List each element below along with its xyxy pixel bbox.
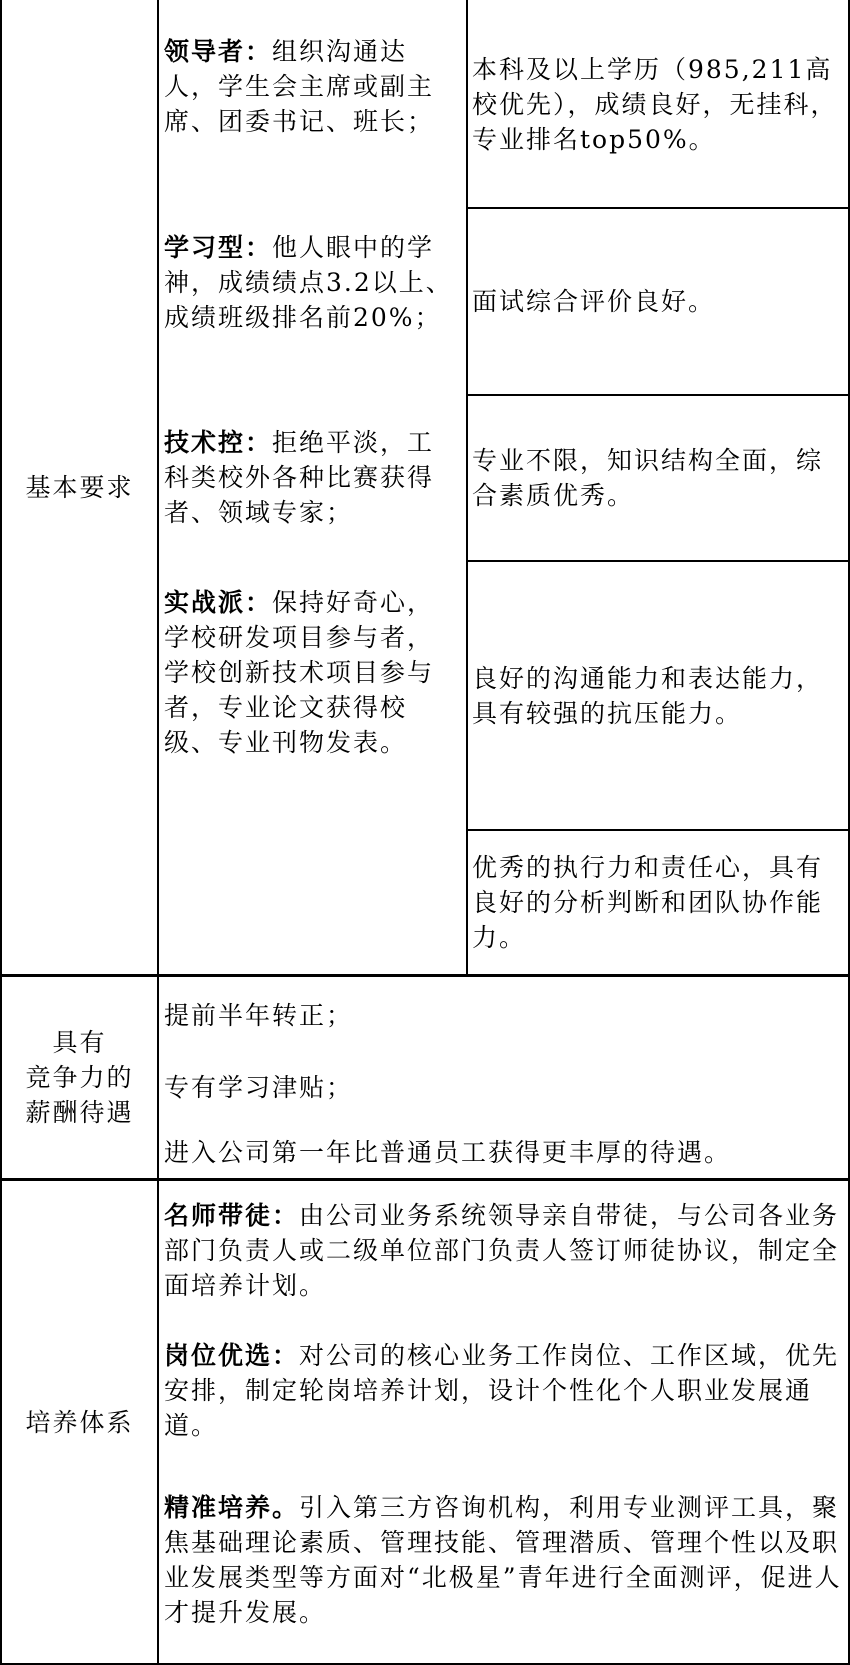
requirement-communication: 良好的沟通能力和表达能力，具有较强的抗压能力。 (472, 663, 824, 728)
training-label: 培养体系 (25, 1407, 134, 1437)
requirement-major: 专业不限，知识结构全面，综合素质优秀。 (472, 446, 824, 510)
salary-item-first-year: 进入公司第一年比普通员工获得更丰厚的待遇。 (164, 1138, 732, 1167)
salary-label: 具有 竞争力的 薪酬待遇 (25, 1028, 134, 1127)
requirement-execution: 优秀的执行力和责任心，具有良好的分析判断和团队协作能力。 (472, 853, 824, 952)
candidate-type-practical: 实战派：保持好奇心，学校研发项目参与者，学校创新技术项目参与者，专业论文获得校级、专业刊物发表。 (164, 588, 435, 757)
requirement-interview: 面试综合评价良好。 (472, 287, 716, 316)
candidate-type-leader: 领导者：组织沟通达人，学生会主席或副主席、团委书记、班长； (164, 37, 435, 136)
training-position-selection: 岗位优选：对公司的核心业务工作岗位、工作区域，优先安排，制定轮岗培养计划，设计个性化个人职业发展通道。 (164, 1341, 840, 1440)
training-precise-cultivation: 精准培养。引入第三方咨询机构，利用专业测评工具，聚焦基础理论素质、管理技能、管理潜质、管理个性以及职业发展类型等方面对“北极星”青年进行全面测评，促进人才提升发展。 (164, 1493, 842, 1627)
salary-item-early-regular: 提前半年转正； (164, 1001, 354, 1030)
candidate-type-learner: 学习型：他人眼中的学神，成绩绩点3.2以上、成绩班级排名前20%； (164, 233, 453, 332)
divider-col-1 (157, 0, 159, 1665)
training-mentorship: 名师带徒：由公司业务系统领导亲自带徒，与公司各业务部门负责人或二级单位部门负责人签订师徒协议，制定全面培养计划。 (164, 1201, 840, 1300)
candidate-type-tech: 技术控：拒绝平淡，工科类校外各种比赛获得者、领域专家； (164, 428, 435, 527)
requirement-education: 本科及以上学历（985,211高校优先），成绩良好，无挂科，专业排名top50%。 (472, 55, 838, 154)
basic-requirements-label: 基本要求 (25, 472, 134, 502)
salary-item-allowance: 专有学习津贴； (164, 1073, 354, 1102)
